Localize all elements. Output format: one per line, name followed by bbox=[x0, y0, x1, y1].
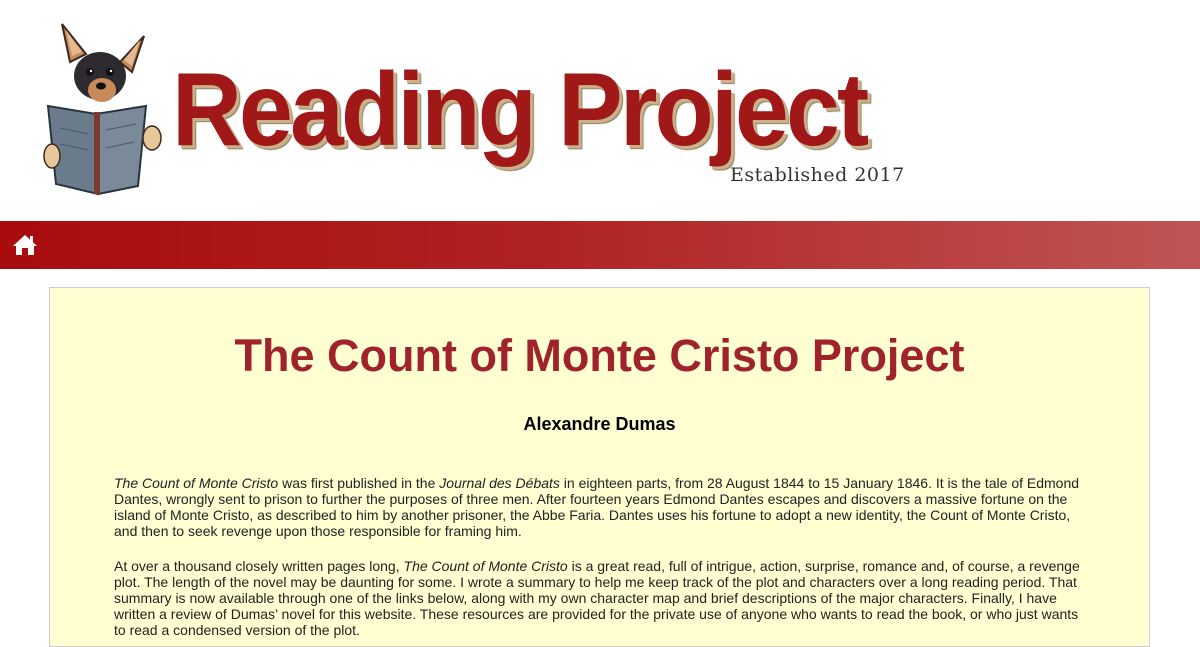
site-header bbox=[0, 0, 1200, 221]
resources-paragraph bbox=[114, 558, 1086, 638]
home-icon[interactable] bbox=[12, 233, 38, 257]
intro-paragraph bbox=[114, 475, 1086, 539]
dog-reading-logo[interactable] bbox=[40, 18, 170, 200]
page-title: The Count of Monte Cristo Project bbox=[234, 330, 965, 381]
paragraph-text: At over a thousand closely written pages long, bbox=[114, 558, 404, 574]
established-tagline: Established 2017 bbox=[730, 164, 905, 186]
author-name: Alexandre Dumas bbox=[523, 414, 676, 434]
book-title-ref: The Count of Monte Cristo bbox=[403, 558, 568, 574]
paragraph-text: in eighteen parts, from 28 August 1844 to 15 January 1846. It is the tale of Edmond Dantes, wrongly sent to prison to further the purposes of three men. After fourteen years Edmond Dantes escapes and discovers a massive fortune on the island of Monte Cristo, as described to him by another prisoner, the Abbe Faria. Dantes uses his fortune to adopt a new identity, the Count of Monte Cristo, and then to seek revenge upon those responsible for framing him. bbox=[114, 475, 1080, 539]
journal-title-ref: Journal des Débats bbox=[439, 475, 560, 491]
paragraph-text: was first published in the bbox=[278, 475, 440, 491]
site-title[interactable]: Reading Project bbox=[172, 52, 867, 168]
paragraph-text: is a great read, full of intrigue, action, surprise, romance and, of course, a revenge plot. The length of the novel may be daunting for some. I wrote a summary to help me keep track of the plot and characters over a long reading period. That summary is now available through one of the links below, along with my own character map and brief descriptions of the major characters. Finally, I have written a review of Dumas’ novel for this website. These resources are provided for the private use of anyone who wants to read the book, or who just wants to read a condensed version of the plot. bbox=[114, 558, 1080, 638]
main-navbar bbox=[0, 221, 1200, 269]
book-title-ref: The Count of Monte Cristo bbox=[114, 475, 279, 491]
